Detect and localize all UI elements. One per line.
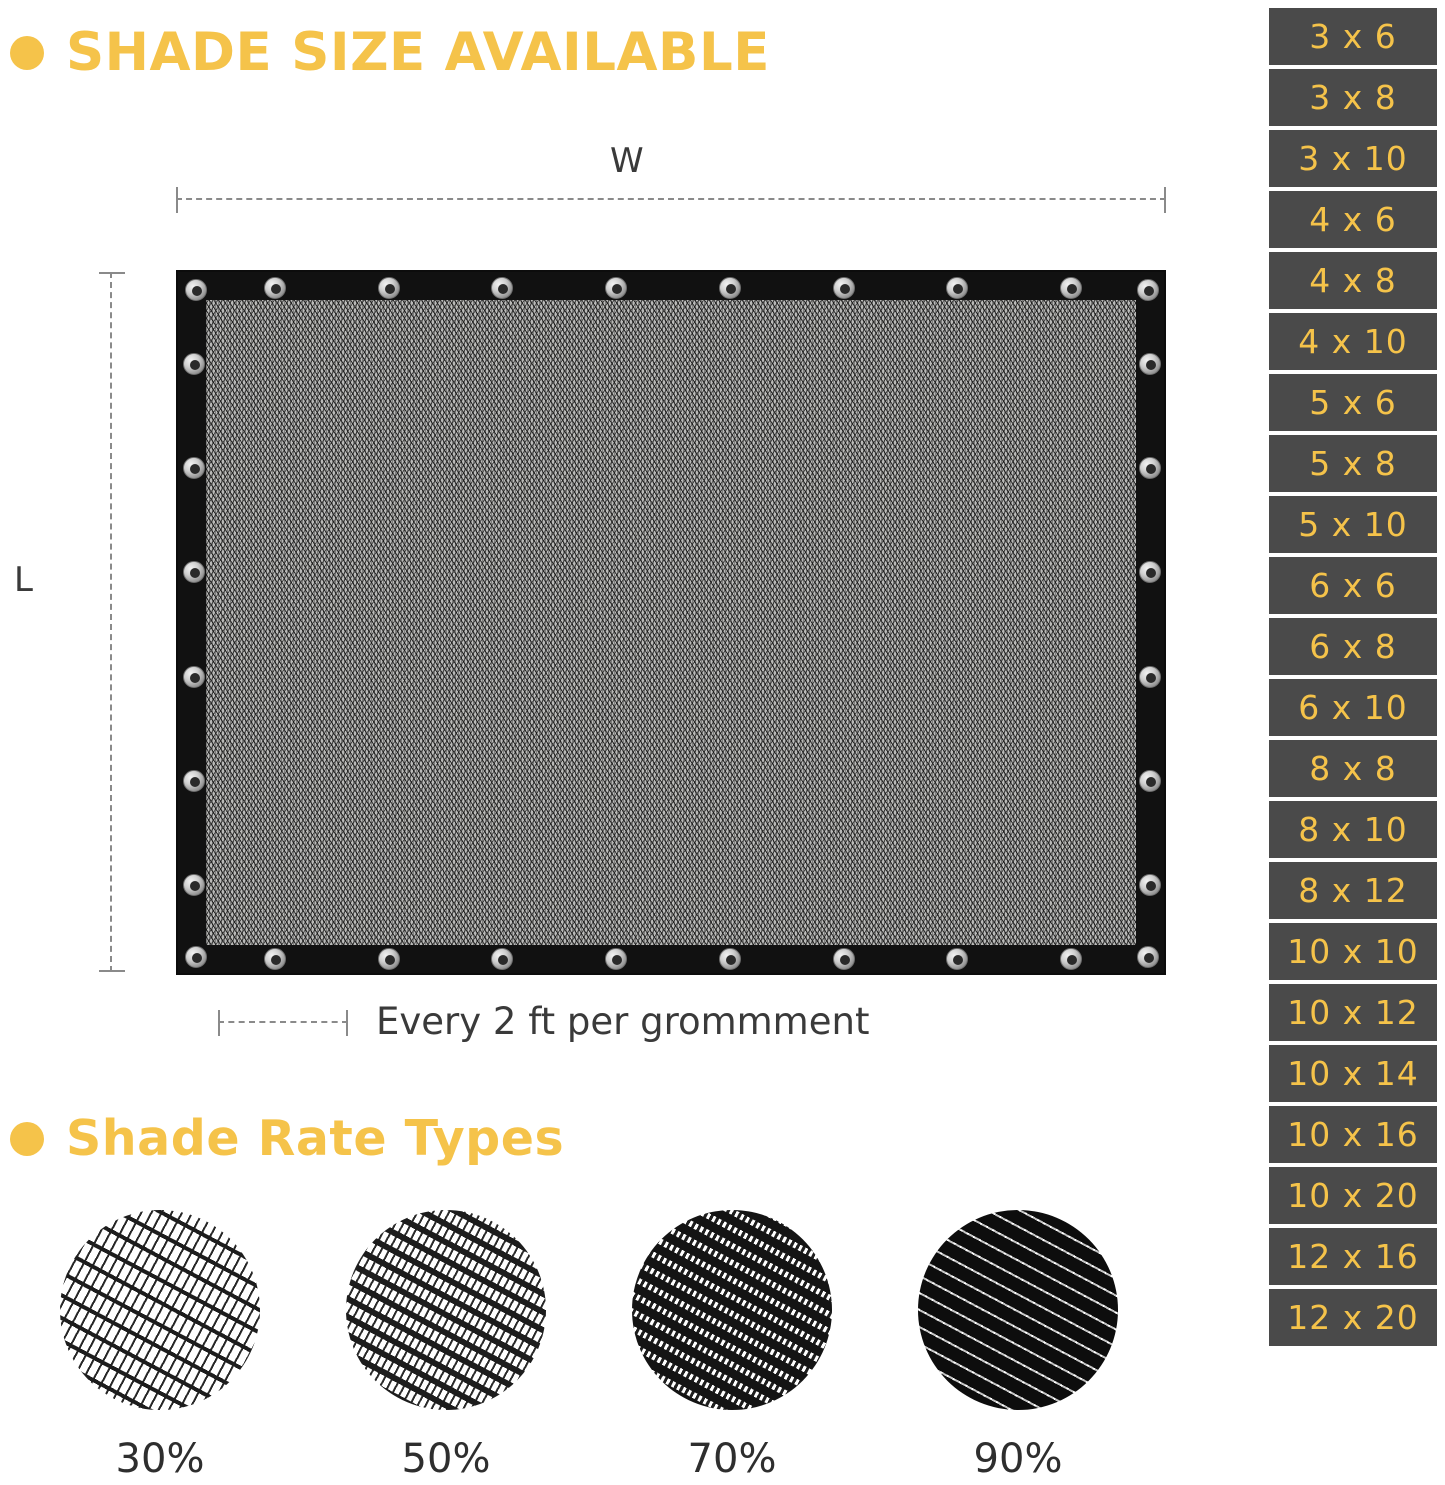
size-chip[interactable]: 4 x 8 [1269, 252, 1437, 309]
shade-rate-item [60, 1210, 260, 1482]
size-chip[interactable]: 3 x 8 [1269, 69, 1437, 126]
grommet-icon [1139, 770, 1161, 792]
grommet-icon [719, 948, 741, 970]
size-chip[interactable]: 4 x 10 [1269, 313, 1437, 370]
grommet-icon [183, 457, 205, 479]
grommet-icon [1137, 279, 1159, 301]
grommet-icon [378, 948, 400, 970]
shade-rate-label: 50% [401, 1436, 491, 1482]
grommet-icon [185, 279, 207, 301]
size-chip[interactable]: 6 x 10 [1269, 679, 1437, 736]
grommet-icon [264, 948, 286, 970]
shade-tarp-illustration [176, 270, 1166, 975]
size-chip[interactable]: 5 x 8 [1269, 435, 1437, 492]
grommet-icon [264, 277, 286, 299]
size-chip[interactable]: 8 x 8 [1269, 740, 1437, 797]
grommet-icon [1139, 874, 1161, 896]
shade-rate-item [632, 1210, 832, 1482]
size-chip[interactable]: 10 x 14 [1269, 1045, 1437, 1102]
grommet-icon [1060, 277, 1082, 299]
shade-rate-heading-text: Shade Rate Types [66, 1110, 565, 1167]
grommet-icon [1139, 561, 1161, 583]
shade-rate-item [918, 1210, 1118, 1482]
grommet-icon [183, 561, 205, 583]
grommet-icon [1060, 948, 1082, 970]
size-chip[interactable]: 4 x 6 [1269, 191, 1437, 248]
shade-rate-swatch [632, 1210, 832, 1410]
grommet-icon [946, 277, 968, 299]
shade-rate-label: 30% [115, 1436, 205, 1482]
size-chip[interactable]: 3 x 10 [1269, 130, 1437, 187]
tarp-mesh-fabric [206, 300, 1136, 945]
grommet-icon [183, 666, 205, 688]
grommet-icon [1137, 946, 1159, 968]
grommet-icon [491, 948, 513, 970]
shade-rate-swatch [60, 1210, 260, 1410]
grommet-spacing-line [218, 1021, 348, 1023]
shade-rate-swatch [346, 1210, 546, 1410]
grommet-icon [1139, 457, 1161, 479]
shade-rate-list [60, 1210, 1220, 1482]
shade-rate-label: 70% [687, 1436, 777, 1482]
grommet-icon [1139, 353, 1161, 375]
width-dimension-line [176, 198, 1166, 200]
grommet-icon [183, 874, 205, 896]
grommet-icon [1139, 666, 1161, 688]
shade-size-section-heading [10, 22, 770, 83]
grommet-icon [833, 277, 855, 299]
grommet-icon [605, 948, 627, 970]
grommet-icon [185, 946, 207, 968]
length-dimension-label: L [14, 560, 33, 600]
size-chip[interactable]: 5 x 6 [1269, 374, 1437, 431]
size-chip[interactable]: 12 x 16 [1269, 1228, 1437, 1285]
size-chip[interactable]: 8 x 12 [1269, 862, 1437, 919]
width-dimension-label: W [610, 141, 644, 181]
tarp-diagram [0, 120, 1270, 1080]
grommet-icon [605, 277, 627, 299]
size-chip[interactable]: 10 x 10 [1269, 923, 1437, 980]
size-chip[interactable]: 3 x 6 [1269, 8, 1437, 65]
grommet-spacing-text: Every 2 ft per grommment [376, 1000, 870, 1043]
grommet-icon [378, 277, 400, 299]
grommet-icon [946, 948, 968, 970]
grommet-icon [833, 948, 855, 970]
size-chip[interactable]: 6 x 8 [1269, 618, 1437, 675]
shade-rate-swatch [918, 1210, 1118, 1410]
shade-rate-item [346, 1210, 546, 1482]
shade-rate-label: 90% [973, 1436, 1063, 1482]
shade-rate-section-heading [10, 1110, 564, 1167]
size-chip[interactable]: 10 x 20 [1269, 1167, 1437, 1224]
size-chip[interactable]: 5 x 10 [1269, 496, 1437, 553]
shade-size-heading-text: SHADE SIZE AVAILABLE [66, 22, 770, 83]
size-chip[interactable]: 8 x 10 [1269, 801, 1437, 858]
size-chip[interactable]: 12 x 20 [1269, 1289, 1437, 1346]
grommet-spacing-note [218, 1000, 869, 1043]
grommet-icon [719, 277, 741, 299]
available-size-list [1269, 8, 1437, 1346]
grommet-icon [491, 277, 513, 299]
bullet-dot-icon [10, 36, 44, 70]
grommet-icon [183, 770, 205, 792]
length-dimension-line [110, 272, 112, 972]
size-chip[interactable]: 10 x 16 [1269, 1106, 1437, 1163]
grommet-icon [183, 353, 205, 375]
size-chip[interactable]: 10 x 12 [1269, 984, 1437, 1041]
bullet-dot-icon [10, 1122, 44, 1156]
size-chip[interactable]: 6 x 6 [1269, 557, 1437, 614]
